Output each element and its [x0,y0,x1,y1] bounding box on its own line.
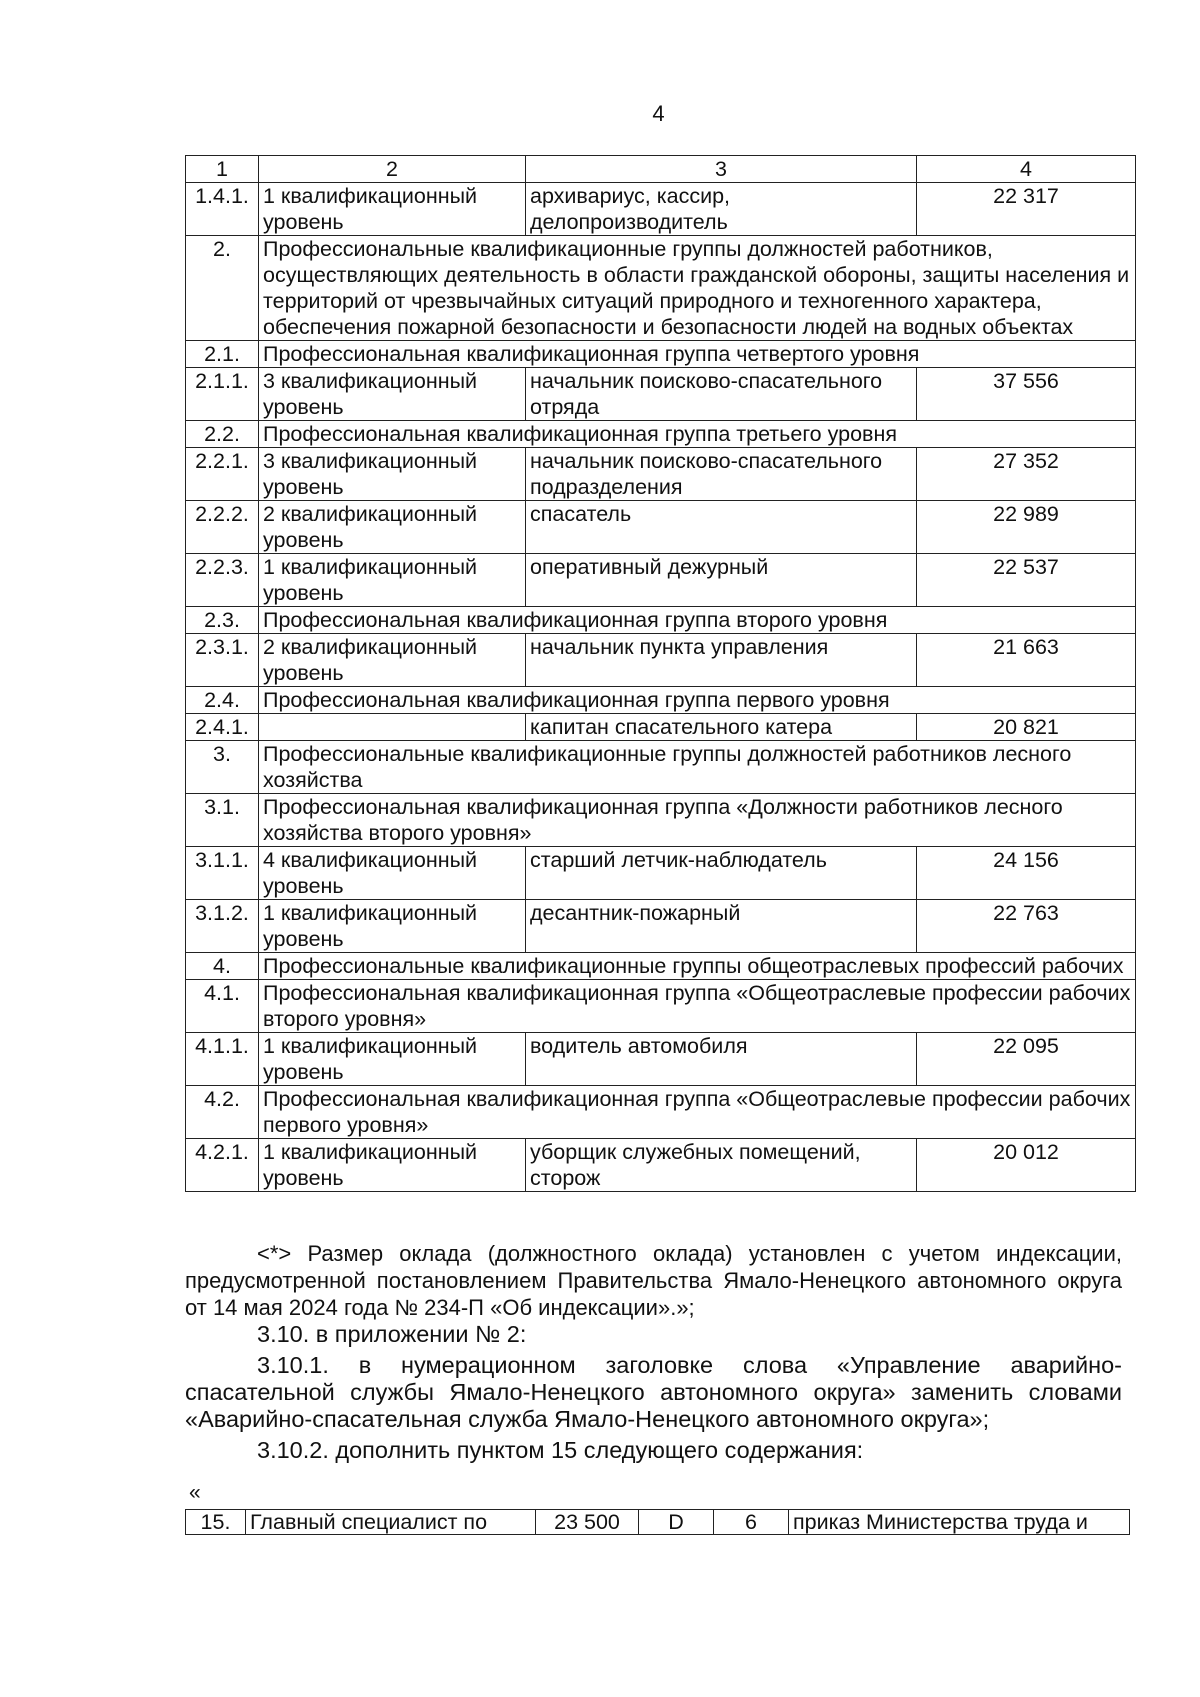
table-row [186,368,1136,421]
table-row [186,714,1136,741]
clause-3-10-1: 3.10.1. в нумерационном заголовке слова «Управление аварийно-спасательной службы Ямало-Ненецкого автономного округа» заменить словами «Аварийно-спасательная служба Ямало-Ненецкого автономного округа»; [185,1352,1122,1432]
row-number: 2. [186,236,259,341]
column-header: 4 [917,156,1136,183]
group-row [186,341,1136,368]
qualification-level [259,714,526,741]
position-name: уборщик служебных помещений, сторож [526,1139,917,1192]
qualification-level: 4 квалификационный уровень [259,847,526,900]
row-number: 4.1.1. [186,1033,259,1086]
column-header: 2 [259,156,526,183]
table-row [186,554,1136,607]
group-row [186,607,1136,634]
qualification-level: 1 квалификационный уровень [259,900,526,953]
salary-table [185,155,1136,1192]
qualification-level: 3 квалификационный уровень [259,368,526,421]
salary-value: 24 156 [917,847,1136,900]
row-number: 4. [186,953,259,980]
page-number: 4 [652,101,665,126]
position-name: старший летчик-наблюдатель [526,847,917,900]
group-row [186,741,1136,794]
salary-value: 37 556 [917,368,1136,421]
qualification-level: 1 квалификационный уровень [259,554,526,607]
salary-value: 22 317 [917,183,1136,236]
row-number: 4.2. [186,1086,259,1139]
row-number: 2.2.3. [186,554,259,607]
salary-value: 20 012 [917,1139,1136,1192]
appendix-table [185,1509,1130,1535]
group-row [186,953,1136,980]
salary-value: 21 663 [917,634,1136,687]
column-header: 1 [186,156,259,183]
row-number: 15. [186,1510,246,1535]
notes-section [185,1240,1122,1464]
table-row [186,847,1136,900]
group-title: Профессиональные квалификационные группы должностей работников, осуществляющих деятельность в области гражданской обороны, защиты населения и территорий от чрезвычайных ситуаций природного и техногенного характера, обеспечения пожарной безопасности и безопасности людей на водных объектах [259,236,1136,341]
group-row [186,794,1136,847]
group-title: Профессиональная квалификационная группа второго уровня [259,607,1136,634]
table-row [186,183,1136,236]
position-cell: Главный специалист по [246,1510,536,1535]
basis-cell: приказ Министерства труда и [789,1510,1130,1535]
clause-3-10-2: 3.10.2. дополнить пунктом 15 следующего содержания: [257,1437,864,1463]
position-name: десантник-пожарный [526,900,917,953]
footnote: <*> Размер оклада (должностного оклада) установлен с учетом индексации, предусмотренной постановлением Правительства Ямало-Ненецкого автономного округа от 14 мая 2024 года № 234-П «Об индексации».»; [185,1241,1122,1320]
group-title: Профессиональная квалификационная группа «Должности работников лесного хозяйства второго уровня» [259,794,1136,847]
position-name: начальник поисково-спасательного подразделения [526,448,917,501]
qualification-level: 3 квалификационный уровень [259,448,526,501]
salary-value: 22 763 [917,900,1136,953]
table-row [186,501,1136,554]
row-number: 2.1. [186,341,259,368]
quote-open-mark: « [189,1481,201,1504]
group-title: Профессиональная квалификационная группа третьего уровня [259,421,1136,448]
row-number: 2.1.1. [186,368,259,421]
qualification-level: 2 квалификационный уровень [259,634,526,687]
group-cell: D [639,1510,714,1535]
group-title: Профессиональная квалификационная группа первого уровня [259,687,1136,714]
salary-value: 22 989 [917,501,1136,554]
row-number: 3.1. [186,794,259,847]
group-row [186,980,1136,1033]
position-name: начальник поисково-спасательного отряда [526,368,917,421]
table-row [186,448,1136,501]
group-row [186,236,1136,341]
column-header: 3 [526,156,917,183]
row-number: 3.1.2. [186,900,259,953]
group-row [186,687,1136,714]
table-row [186,1139,1136,1192]
group-title: Профессиональная квалификационная группа четвертого уровня [259,341,1136,368]
table-row [186,900,1136,953]
table-row [186,634,1136,687]
group-row [186,1086,1136,1139]
row-number: 4.1. [186,980,259,1033]
row-number: 3.1.1. [186,847,259,900]
position-name: начальник пункта управления [526,634,917,687]
position-name: архивариус, кассир, делопроизводитель [526,183,917,236]
salary-value: 22 095 [917,1033,1136,1086]
qualification-level: 1 квалификационный уровень [259,183,526,236]
row-number: 2.2. [186,421,259,448]
position-name: водитель автомобиля [526,1033,917,1086]
group-title: Профессиональные квалификационные группы общеотраслевых профессий рабочих [259,953,1136,980]
row-number: 2.2.1. [186,448,259,501]
salary-cell: 23 500 [536,1510,639,1535]
group-title: Профессиональная квалификационная группа «Общеотраслевые профессии рабочих первого уровня» [259,1086,1136,1139]
position-name: оперативный дежурный [526,554,917,607]
clause-3-10: 3.10. в приложении № 2: [257,1321,527,1347]
qualification-level: 1 квалификационный уровень [259,1033,526,1086]
group-title: Профессиональная квалификационная группа «Общеотраслевые профессии рабочих второго уровня» [259,980,1136,1033]
table-header-row [186,156,1136,183]
salary-value: 20 821 [917,714,1136,741]
position-name: капитан спасательного катера [526,714,917,741]
qualification-level: 1 квалификационный уровень [259,1139,526,1192]
position-name: спасатель [526,501,917,554]
group-title: Профессиональные квалификационные группы должностей работников лесного хозяйства [259,741,1136,794]
row-number: 2.3. [186,607,259,634]
row-number: 2.4. [186,687,259,714]
row-number: 2.4.1. [186,714,259,741]
group-row [186,421,1136,448]
level-cell: 6 [714,1510,789,1535]
row-number: 4.2.1. [186,1139,259,1192]
table-row [186,1510,1130,1535]
salary-value: 22 537 [917,554,1136,607]
qualification-level: 2 квалификационный уровень [259,501,526,554]
row-number: 1.4.1. [186,183,259,236]
row-number: 2.3.1. [186,634,259,687]
salary-value: 27 352 [917,448,1136,501]
row-number: 2.2.2. [186,501,259,554]
row-number: 3. [186,741,259,794]
table-row [186,1033,1136,1086]
